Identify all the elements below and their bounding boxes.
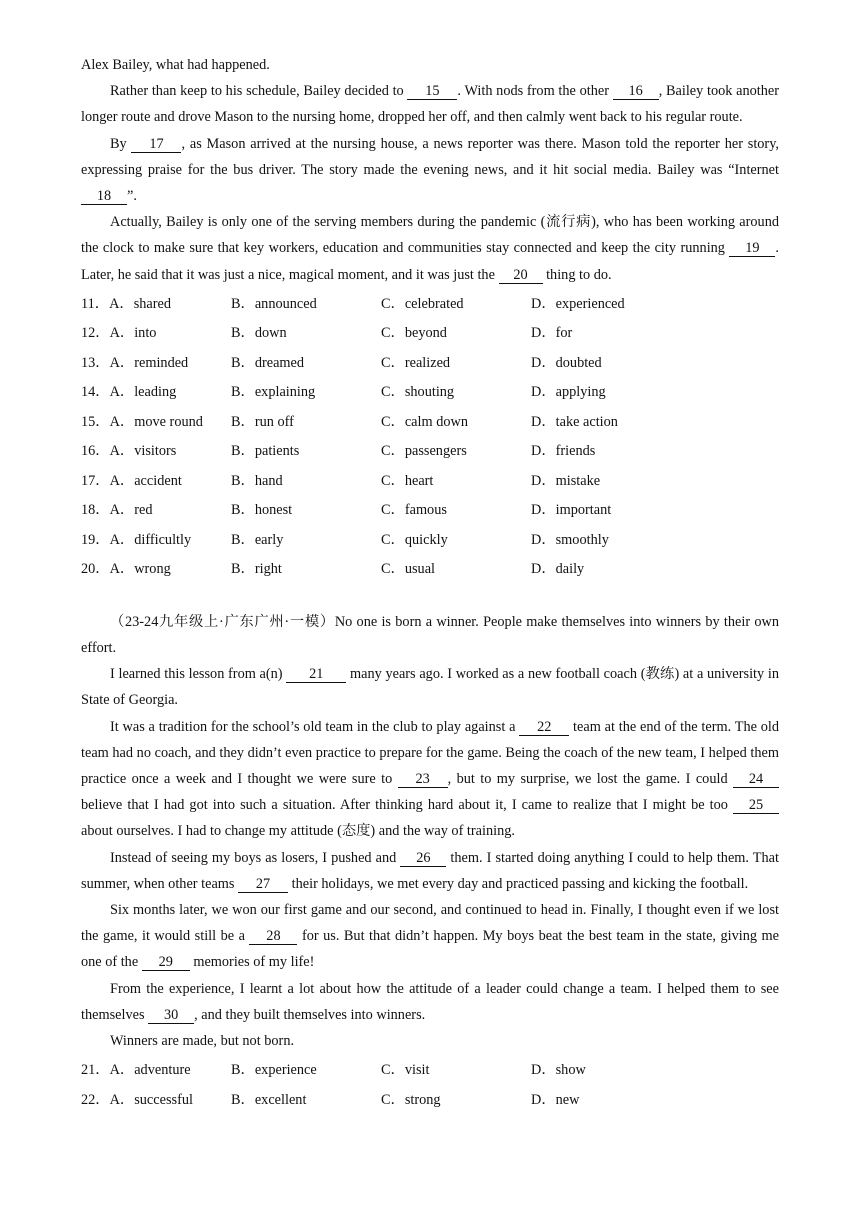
blank-15: 15 bbox=[407, 83, 457, 100]
text-segment: , and they built themselves into winners. bbox=[194, 1006, 426, 1023]
option-text: A．adventure bbox=[109, 1062, 191, 1079]
question-13-option-a bbox=[81, 352, 231, 372]
blank-29: 29 bbox=[142, 954, 190, 971]
question-18-option-c: C．famous bbox=[381, 502, 447, 519]
question-number: 18． bbox=[81, 502, 110, 519]
section-spacer bbox=[81, 583, 779, 609]
question-19-option-d: D．smoothly bbox=[531, 531, 609, 548]
question-13-option-b: B．dreamed bbox=[231, 354, 305, 371]
question-number: 11． bbox=[81, 295, 110, 312]
question-20-option-a bbox=[81, 558, 231, 578]
passage1-paragraph-1 bbox=[81, 78, 779, 130]
text-segment: ”. bbox=[127, 188, 137, 205]
passage2-paragraph-4 bbox=[81, 897, 779, 976]
question-number: 13． bbox=[81, 354, 110, 371]
blank-26: 26 bbox=[400, 850, 446, 867]
text-segment: . Later, he said that it was just a nice, magical moment, and it was just the bbox=[81, 240, 779, 283]
question-14-option-c: C．shouting bbox=[381, 384, 455, 401]
text-segment: I learned this lesson from a(n) bbox=[110, 666, 287, 683]
option-text: A．wrong bbox=[109, 561, 171, 578]
text-segment: many years ago. I worked as a new football coach (教练) at a university in State of Georgia. bbox=[81, 666, 779, 709]
question-number: 16． bbox=[81, 443, 110, 460]
question-13-option-d: D．doubted bbox=[531, 354, 602, 371]
blank-22: 22 bbox=[519, 719, 569, 736]
text-segment: , as Mason arrived at the nursing house, a news reporter was there. Mason told the reporter her story, expressing praise for the bus driver. The story made the evening news, and it hit social media. Bailey was “Internet bbox=[81, 135, 779, 178]
text-segment: about ourselves. I had to change my attitude (态度) and the way of training. bbox=[81, 823, 515, 840]
text-segment: Rather than keep to his schedule, Bailey decided to bbox=[110, 83, 408, 100]
text-segment: believe that I had got into such a situation. After thinking hard about it, I came to realize that I might be too bbox=[81, 797, 733, 814]
blank-30: 30 bbox=[148, 1007, 194, 1024]
question-row-17 bbox=[81, 465, 779, 495]
blank-17: 17 bbox=[131, 136, 181, 153]
text-segment: for us. But that didn’t happen. My boys beat the best team in the state, giving me one of the bbox=[81, 928, 779, 971]
text-segment: them. I started doing anything I could to help them. That summer, when other teams bbox=[81, 849, 779, 892]
question-number: 21． bbox=[81, 1062, 110, 1079]
question-row-18 bbox=[81, 494, 779, 524]
blank-16: 16 bbox=[613, 83, 659, 100]
document-page bbox=[81, 52, 779, 1113]
question-18-option-b: B．honest bbox=[231, 502, 293, 519]
blank-20: 20 bbox=[499, 267, 543, 284]
option-text: A．shared bbox=[109, 295, 172, 312]
blank-19: 19 bbox=[729, 240, 775, 257]
text-segment: , Bailey took another longer route and drove Mason to the nursing home, dropped her off, and then calmly went back to his regular route. bbox=[81, 83, 780, 126]
question-15-option-a bbox=[81, 411, 231, 431]
question-12-option-d: D．for bbox=[531, 325, 573, 342]
question-row-16 bbox=[81, 435, 779, 465]
question-15-option-c: C．calm down bbox=[381, 413, 468, 430]
question-20-option-d: D．daily bbox=[531, 561, 585, 578]
text-segment: Actually, Bailey is only one of the serving members during the pandemic (流行病), who has been working around the clock to make sure that key workers, education and communities stay connected and keep the city running bbox=[81, 214, 779, 257]
passage2-paragraph-1 bbox=[81, 661, 779, 713]
text-segment: memories of my life! bbox=[189, 954, 315, 971]
blank-24: 24 bbox=[733, 771, 779, 788]
question-22-option-d: D．new bbox=[531, 1091, 580, 1108]
blank-21: 21 bbox=[286, 666, 346, 683]
question-17-option-d: D．mistake bbox=[531, 472, 601, 489]
question-16-option-b: B．patients bbox=[231, 443, 300, 460]
question-row-19 bbox=[81, 524, 779, 554]
question-11-option-d: D．experienced bbox=[531, 295, 625, 312]
question-16-option-d: D．friends bbox=[531, 443, 596, 460]
question-17-option-a bbox=[81, 470, 231, 490]
option-text: A．into bbox=[109, 325, 157, 342]
text-segment: thing to do. bbox=[542, 266, 612, 283]
text-segment: . With nods from the other bbox=[457, 83, 613, 100]
question-row-12 bbox=[81, 317, 779, 347]
question-21-option-a bbox=[81, 1059, 231, 1079]
passage2-intro: （23-24九年级上·广东广州·一模）No one is born a winner. People make themselves into winners by their own effort. bbox=[81, 613, 779, 657]
text-segment: By bbox=[110, 135, 132, 152]
question-11-option-c: C．celebrated bbox=[381, 295, 464, 312]
question-row-13 bbox=[81, 347, 779, 377]
question-16-option-a bbox=[81, 440, 231, 460]
question-20-option-b: B．right bbox=[231, 561, 282, 578]
question-number: 20． bbox=[81, 561, 110, 578]
passage2-paragraph-2 bbox=[81, 714, 779, 845]
question-list-2 bbox=[81, 1054, 779, 1113]
question-22-option-a bbox=[81, 1089, 231, 1109]
question-number: 22． bbox=[81, 1091, 110, 1108]
question-row-22 bbox=[81, 1084, 779, 1114]
text-segment: From the experience, I learnt a lot about how the attitude of a leader could change a team. I helped them to see themselves bbox=[81, 980, 779, 1023]
question-11-option-a bbox=[81, 293, 231, 313]
question-row-21 bbox=[81, 1054, 779, 1084]
text-segment: Instead of seeing my boys as losers, I pushed and bbox=[110, 849, 401, 866]
option-text: A．successful bbox=[109, 1091, 193, 1108]
question-19-option-a bbox=[81, 529, 231, 549]
question-21-option-b: B．experience bbox=[231, 1062, 317, 1079]
question-13-option-c: C．realized bbox=[381, 354, 451, 371]
option-text: A．leading bbox=[109, 384, 177, 401]
blank-25: 25 bbox=[733, 797, 779, 814]
question-22-option-b: B．excellent bbox=[231, 1091, 307, 1108]
question-number: 19． bbox=[81, 531, 110, 548]
question-21-option-c: C．visit bbox=[381, 1062, 430, 1079]
question-14-option-b: B．explaining bbox=[231, 384, 316, 401]
question-19-option-b: B．early bbox=[231, 531, 284, 548]
blank-18: 18 bbox=[81, 188, 127, 205]
passage1-paragraph-2 bbox=[81, 131, 779, 210]
question-14-option-a bbox=[81, 381, 231, 401]
question-15-option-b: B．run off bbox=[231, 413, 294, 430]
blank-27: 27 bbox=[238, 876, 288, 893]
question-row-20 bbox=[81, 553, 779, 583]
question-12-option-a bbox=[81, 322, 231, 342]
question-21-option-d: D．show bbox=[531, 1062, 586, 1079]
passage2-paragraph-6: Winners are made, but not born. bbox=[110, 1033, 295, 1050]
question-number: 12． bbox=[81, 325, 110, 342]
question-22-option-c: C．strong bbox=[381, 1091, 441, 1108]
question-18-option-a bbox=[81, 499, 231, 519]
question-18-option-d: D．important bbox=[531, 502, 612, 519]
text-segment: team at the end of the term. The old team had no coach, and they didn’t even practice to prepare for the game. Being the coach of the new team, I helped them practice once a week and I thought we were sure to bbox=[81, 718, 779, 788]
question-17-option-c: C．heart bbox=[381, 472, 434, 489]
question-row-14 bbox=[81, 376, 779, 406]
question-row-11 bbox=[81, 288, 779, 318]
question-number: 15． bbox=[81, 413, 110, 430]
question-12-option-c: C．beyond bbox=[381, 325, 447, 342]
option-text: A．move round bbox=[109, 413, 203, 430]
question-row-15 bbox=[81, 406, 779, 436]
question-number: 14． bbox=[81, 384, 110, 401]
option-text: A．accident bbox=[109, 472, 182, 489]
question-19-option-c: C．quickly bbox=[381, 531, 448, 548]
blank-28: 28 bbox=[249, 928, 297, 945]
question-list-1 bbox=[81, 288, 779, 583]
question-15-option-d: D．take action bbox=[531, 413, 618, 430]
passage1-paragraph-3 bbox=[81, 209, 779, 288]
question-12-option-b: B．down bbox=[231, 325, 287, 342]
option-text: A．reminded bbox=[109, 354, 189, 371]
text-segment: their holidays, we met every day and practiced passing and kicking the football. bbox=[288, 875, 749, 892]
text-segment: , but to my surprise, we lost the game. I could bbox=[447, 771, 733, 788]
passage1-paragraph-0: Alex Bailey, what had happened. bbox=[81, 57, 270, 73]
question-number: 17． bbox=[81, 472, 110, 489]
question-20-option-c: C．usual bbox=[381, 561, 436, 578]
question-14-option-d: D．applying bbox=[531, 384, 606, 401]
question-16-option-c: C．passengers bbox=[381, 443, 467, 460]
passage2-paragraph-3 bbox=[81, 845, 779, 897]
question-11-option-b: B．announced bbox=[231, 295, 317, 312]
option-text: A．red bbox=[109, 502, 153, 519]
question-17-option-b: B．hand bbox=[231, 472, 283, 489]
text-segment: It was a tradition for the school’s old team in the club to play against a bbox=[110, 718, 520, 735]
option-text: A．difficultly bbox=[109, 531, 192, 548]
blank-23: 23 bbox=[398, 771, 448, 788]
option-text: A．visitors bbox=[109, 443, 177, 460]
passage2-paragraph-5 bbox=[81, 976, 779, 1028]
text-segment: Six months later, we won our first game and our second, and continued to head in. Finally, I thought even if we lost the game, it would still be a bbox=[81, 902, 779, 945]
